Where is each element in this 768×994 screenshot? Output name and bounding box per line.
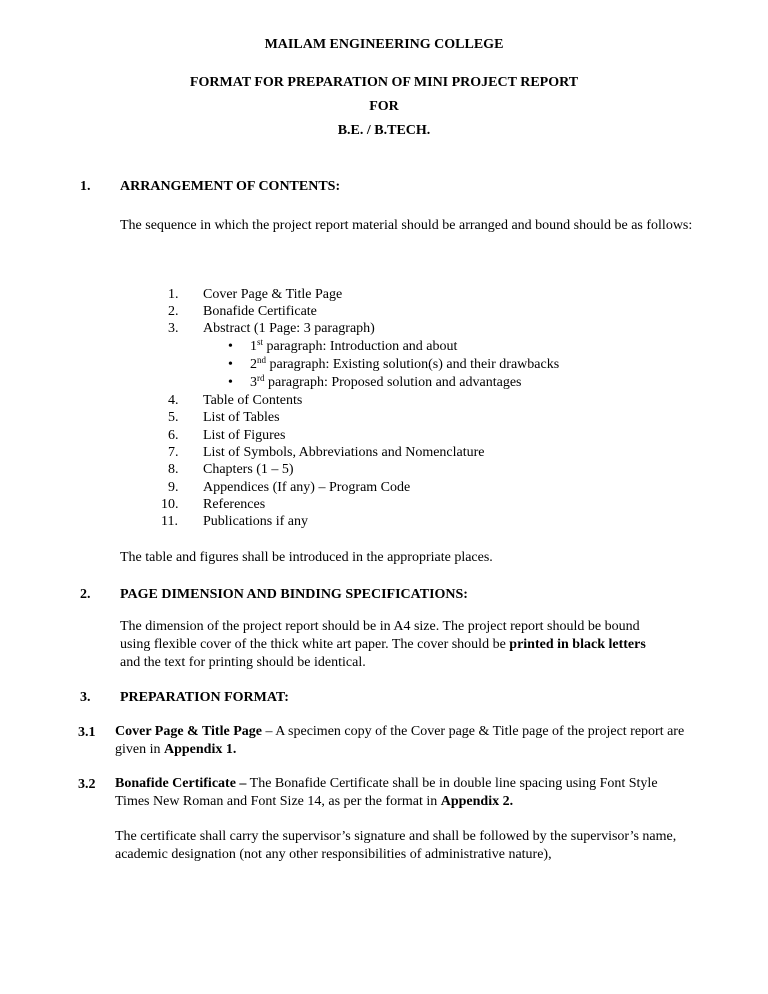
list-item-text: Publications if any xyxy=(203,514,308,529)
bullet-text: 2nd paragraph: Existing solution(s) and their drawbacks xyxy=(250,355,560,372)
list-item-number: 10. xyxy=(161,497,179,512)
section-1-closing: The table and figures shall be introduced in the appropriate places. xyxy=(120,550,493,565)
list-item-number: 5. xyxy=(168,410,179,425)
section-1-number: 1. xyxy=(80,179,91,194)
college-name: MAILAM ENGINEERING COLLEGE xyxy=(264,37,504,52)
bullet-text: 1st paragraph: Introduction and about xyxy=(250,337,458,354)
section-3-2-number: 3.2 xyxy=(78,777,96,792)
section-1-heading: ARRANGEMENT OF CONTENTS: xyxy=(120,179,341,194)
list-item-text: Cover Page & Title Page xyxy=(203,287,343,302)
list-item-text: List of Tables xyxy=(203,410,280,425)
list-item-text: References xyxy=(203,497,266,512)
list-item-number: 7. xyxy=(168,445,179,460)
bullet-icon: • xyxy=(228,375,233,390)
section-3-number: 3. xyxy=(80,690,91,705)
list-item-number: 6. xyxy=(168,428,179,443)
title-for: FOR xyxy=(369,99,399,114)
section-2-number: 2. xyxy=(80,587,91,602)
bullet-icon: • xyxy=(228,339,233,354)
list-item-number: 8. xyxy=(168,462,179,477)
list-item-number: 2. xyxy=(168,304,179,319)
section-3-1-paragraph: Cover Page & Title Page – A specimen copy of the Cover page & Title page of the project report are given in Appendix 1. xyxy=(115,724,685,757)
bullet-text: 3rd paragraph: Proposed solution and advantages xyxy=(250,373,522,390)
list-item-number: 1. xyxy=(168,287,179,302)
section-3-2-paragraph-2: The certificate shall carry the supervisor’s signature and shall be followed by the supervisor’s name, academic designation (not any other responsibilities of administrative nature), xyxy=(115,829,677,862)
list-item-text: Appendices (If any) – Program Code xyxy=(203,480,411,495)
list-item-number: 9. xyxy=(168,480,179,495)
section-2-heading: PAGE DIMENSION AND BINDING SPECIFICATIONS: xyxy=(120,587,468,602)
list-item-text: Bonafide Certificate xyxy=(203,304,317,319)
document-title: FORMAT FOR PREPARATION OF MINI PROJECT REPORT xyxy=(189,75,579,90)
list-item-text: Abstract (1 Page: 3 paragraph) xyxy=(203,321,375,336)
list-item-text: List of Symbols, Abbreviations and Nomenclature xyxy=(203,445,485,460)
list-item-text: Chapters (1 – 5) xyxy=(203,462,294,477)
list-item-number: 11. xyxy=(161,514,178,529)
list-item-text: Table of Contents xyxy=(203,393,303,408)
degree-label: B.E. / B.TECH. xyxy=(337,123,431,138)
section-2-paragraph: The dimension of the project report should be in A4 size. The project report should be bound using flexible cover of the thick white art paper. The cover should be printed in black letters and the text for printing should be identical. xyxy=(120,619,646,670)
list-item-text: List of Figures xyxy=(203,428,286,443)
bullet-icon: • xyxy=(228,357,233,372)
section-3-2-paragraph: Bonafide Certificate – The Bonafide Certificate shall be in double line spacing using Font Style Times New Roman and Font Size 14, as per the format in Appendix 2. xyxy=(115,776,658,809)
list-item-number: 3. xyxy=(168,321,179,336)
list-item-number: 4. xyxy=(168,393,179,408)
section-3-1-number: 3.1 xyxy=(78,725,96,740)
section-1-intro: The sequence in which the project report material should be arranged and bound should be as follows: xyxy=(120,218,693,233)
section-3-heading: PREPARATION FORMAT: xyxy=(120,690,289,705)
